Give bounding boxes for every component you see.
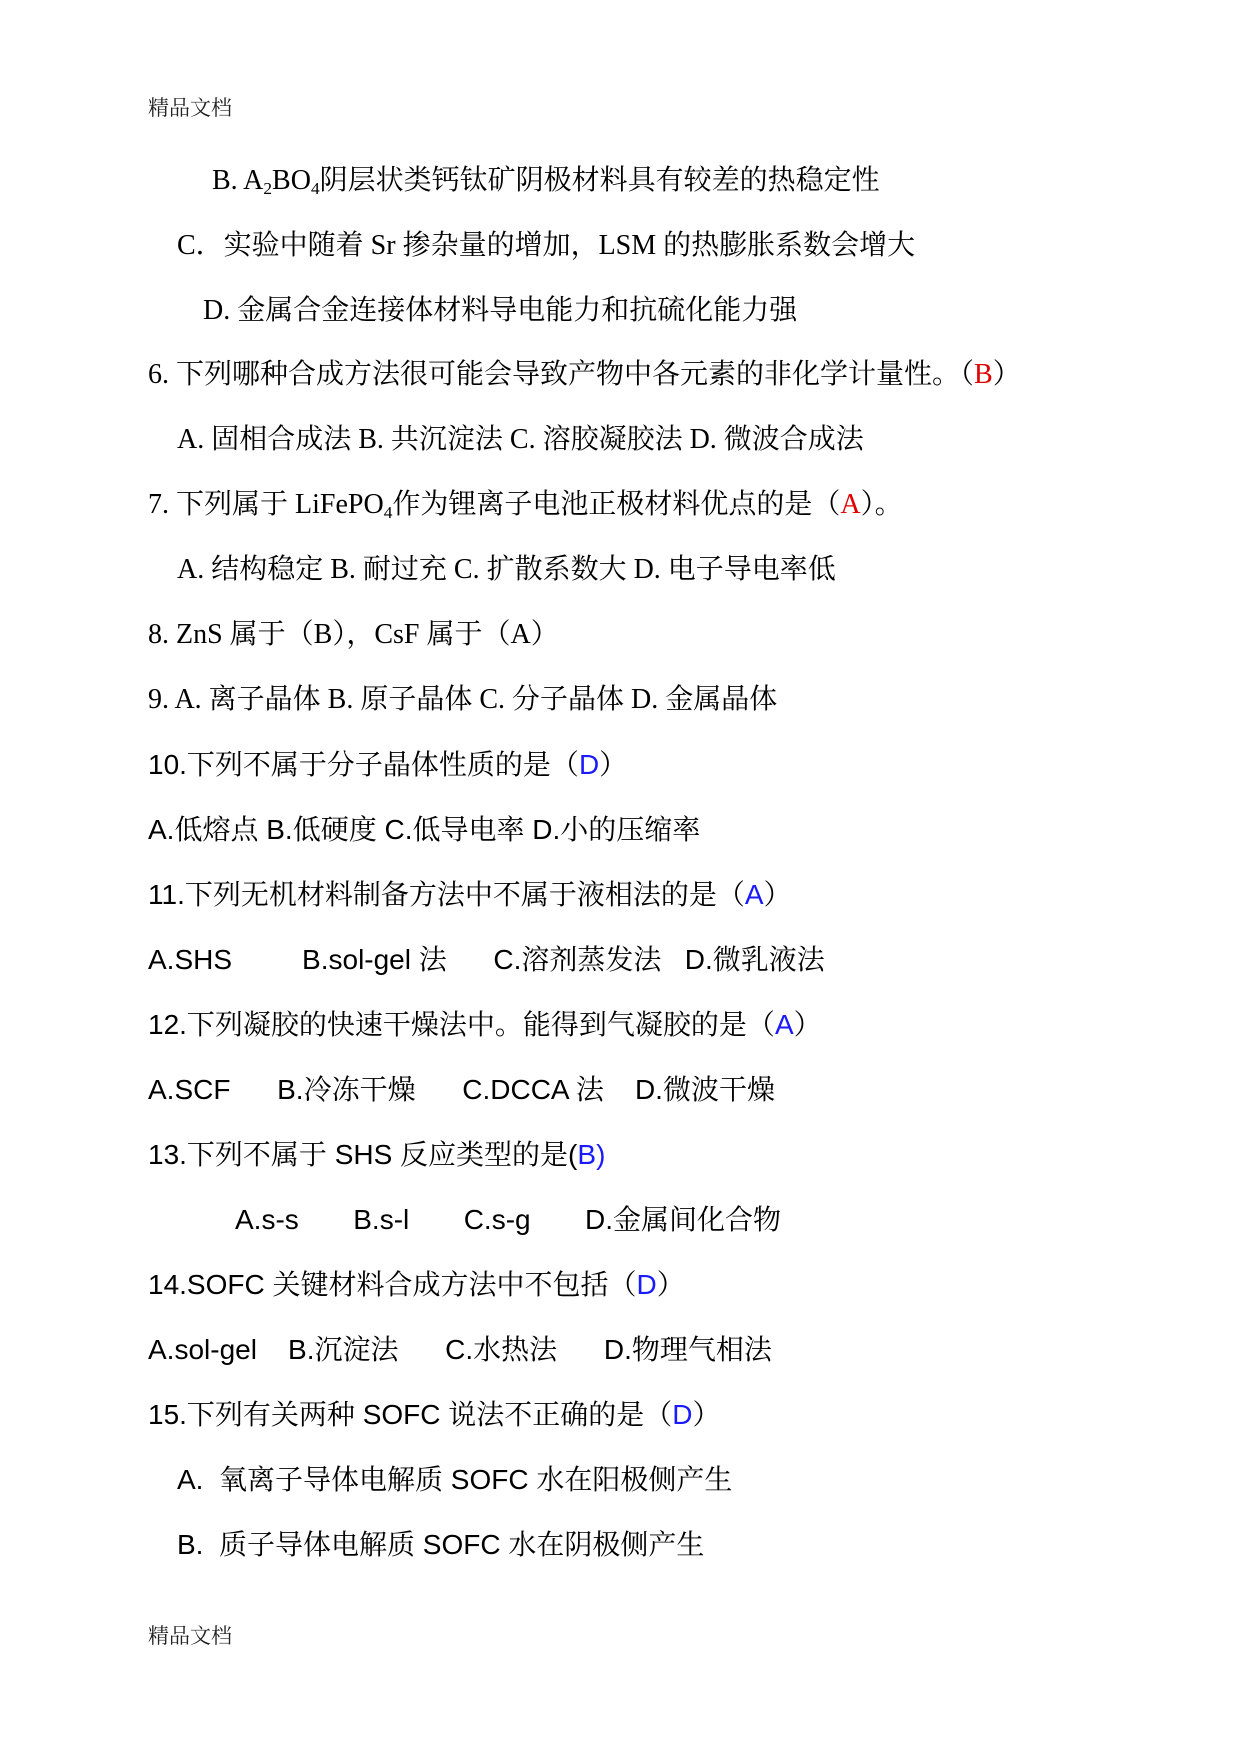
question-15-option-a: A. 氧离子导体电解质 SOFC 水在阳极侧产生 [177, 1464, 733, 1495]
answer-11: A [744, 879, 764, 910]
question-15-option-b: B. 质子导体电解质 SOFC 水在阴极侧产生 [177, 1529, 705, 1560]
answer-12: A [774, 1009, 794, 1040]
answer-15: D [672, 1399, 693, 1430]
answer-6: B [974, 359, 993, 390]
question-6-options: A. 固相合成法 B. 共沉淀法 C. 溶胶凝胶法 D. 微波合成法 [177, 424, 864, 455]
option-b-line: B. $A_2BO_4$阴层状类钙钛矿阴极材料具有较差的热稳定性 [212, 165, 880, 198]
question-10-options: A.低熔点 B.低硬度 C.低导电率 D.小的压缩率 [148, 814, 701, 845]
question-9: 9. A. 离子晶体 B. 原子晶体 C. 分子晶体 D. 金属晶体 [148, 684, 778, 715]
page-footer: 精品文档 [148, 1624, 232, 1648]
question-7-options: A. 结构稳定 B. 耐过充 C. 扩散系数大 D. 电子导电率低 [177, 554, 836, 585]
question-6: 6. 下列哪种合成方法很可能会导致产物中各元素的非化学计量性。（B） [148, 359, 1021, 390]
page-header: 精品文档 [148, 96, 232, 120]
question-14-options: A.sol-gel B.沉淀法 C.水热法 D.物理气相法 [148, 1334, 772, 1365]
answer-10: D [578, 749, 600, 780]
option-c-line: C．实验中随着 Sr 掺杂量的增加，LSM 的热膨胀系数会增大 [177, 230, 916, 261]
question-13: 13.下列不属于 SHS 反应类型的是(B) [148, 1139, 606, 1170]
question-7: 7. 下列属于 LiFePO$_4$作为锂离子电池正极材料优点的是（A）。 [148, 489, 903, 522]
question-12-options: A.SCF B.冷冻干燥 C.DCCA 法 D.微波干燥 [148, 1074, 775, 1105]
question-8: 8. ZnS 属于（B），CsF 属于（A） [148, 619, 559, 650]
answer-13: B [577, 1139, 597, 1170]
answer-14: D [636, 1269, 657, 1300]
question-12: 12.下列凝胶的快速干燥法中。能得到气凝胶的是（A） [148, 1009, 822, 1040]
question-11-options: A.SHS B.sol-gel 法 C.溶剂蒸发法 D.微乳液法 [148, 944, 825, 975]
question-15: 15.下列有关两种 SOFC 说法不正确的是（D） [148, 1399, 721, 1430]
question-11: 11.下列无机材料制备方法中不属于液相法的是（A） [148, 879, 792, 910]
option-d-line: D. 金属合金连接体材料导电能力和抗硫化能力强 [203, 295, 798, 326]
question-13-options: A.s-s B.s-l C.s-g D.金属间化合物 [235, 1204, 782, 1235]
question-14: 14.SOFC 关键材料合成方法中不包括（D） [148, 1269, 685, 1300]
answer-7: A [840, 489, 861, 520]
question-10: 10.下列不属于分子晶体性质的是（D） [148, 749, 628, 780]
